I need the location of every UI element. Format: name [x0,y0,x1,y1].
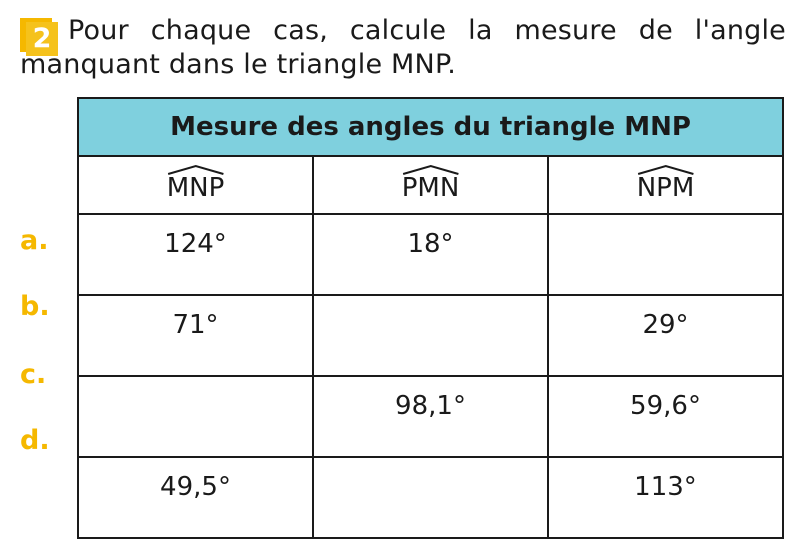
exercise-number: 2 [26,22,58,56]
cell-mnp: 49,5° [78,457,313,538]
table-row [78,214,783,295]
table-title: Mesure des angles du triangle MNP [78,98,783,156]
cell-mnp: 124° [78,214,313,295]
angle-hat-icon [402,165,460,175]
column-header-pmn [313,156,548,214]
column-header-label: NPM [636,173,695,203]
table-row [78,457,783,538]
cell-mnp: 71° [78,295,313,376]
cell-pmn [313,295,548,376]
instruction-text: Pour chaque cas, calcule la mesure de l'angle manquant dans le triangle MNP. [20,15,786,80]
angle-notation [402,167,460,203]
column-header-label: MNP [166,173,225,203]
angle-notation [167,167,225,203]
column-header-npm [548,156,783,214]
exercise-instruction [20,14,786,82]
row-label: b. [20,291,50,322]
table-row [78,376,783,457]
row-label: a. [20,225,49,256]
cell-pmn [313,457,548,538]
cell-mnp [78,376,313,457]
cell-pmn: 98,1° [313,376,548,457]
table-row [78,295,783,376]
row-label: c. [20,359,47,390]
column-header-label: PMN [401,173,460,203]
cell-npm: 113° [548,457,783,538]
angle-hat-icon [637,165,695,175]
cell-pmn: 18° [313,214,548,295]
column-header-mnp [78,156,313,214]
cell-npm: 29° [548,295,783,376]
angle-hat-icon [167,165,225,175]
angles-table [77,97,784,539]
cell-npm: 59,6° [548,376,783,457]
angle-notation [637,167,695,203]
row-label: d. [20,425,50,456]
cell-npm [548,214,783,295]
